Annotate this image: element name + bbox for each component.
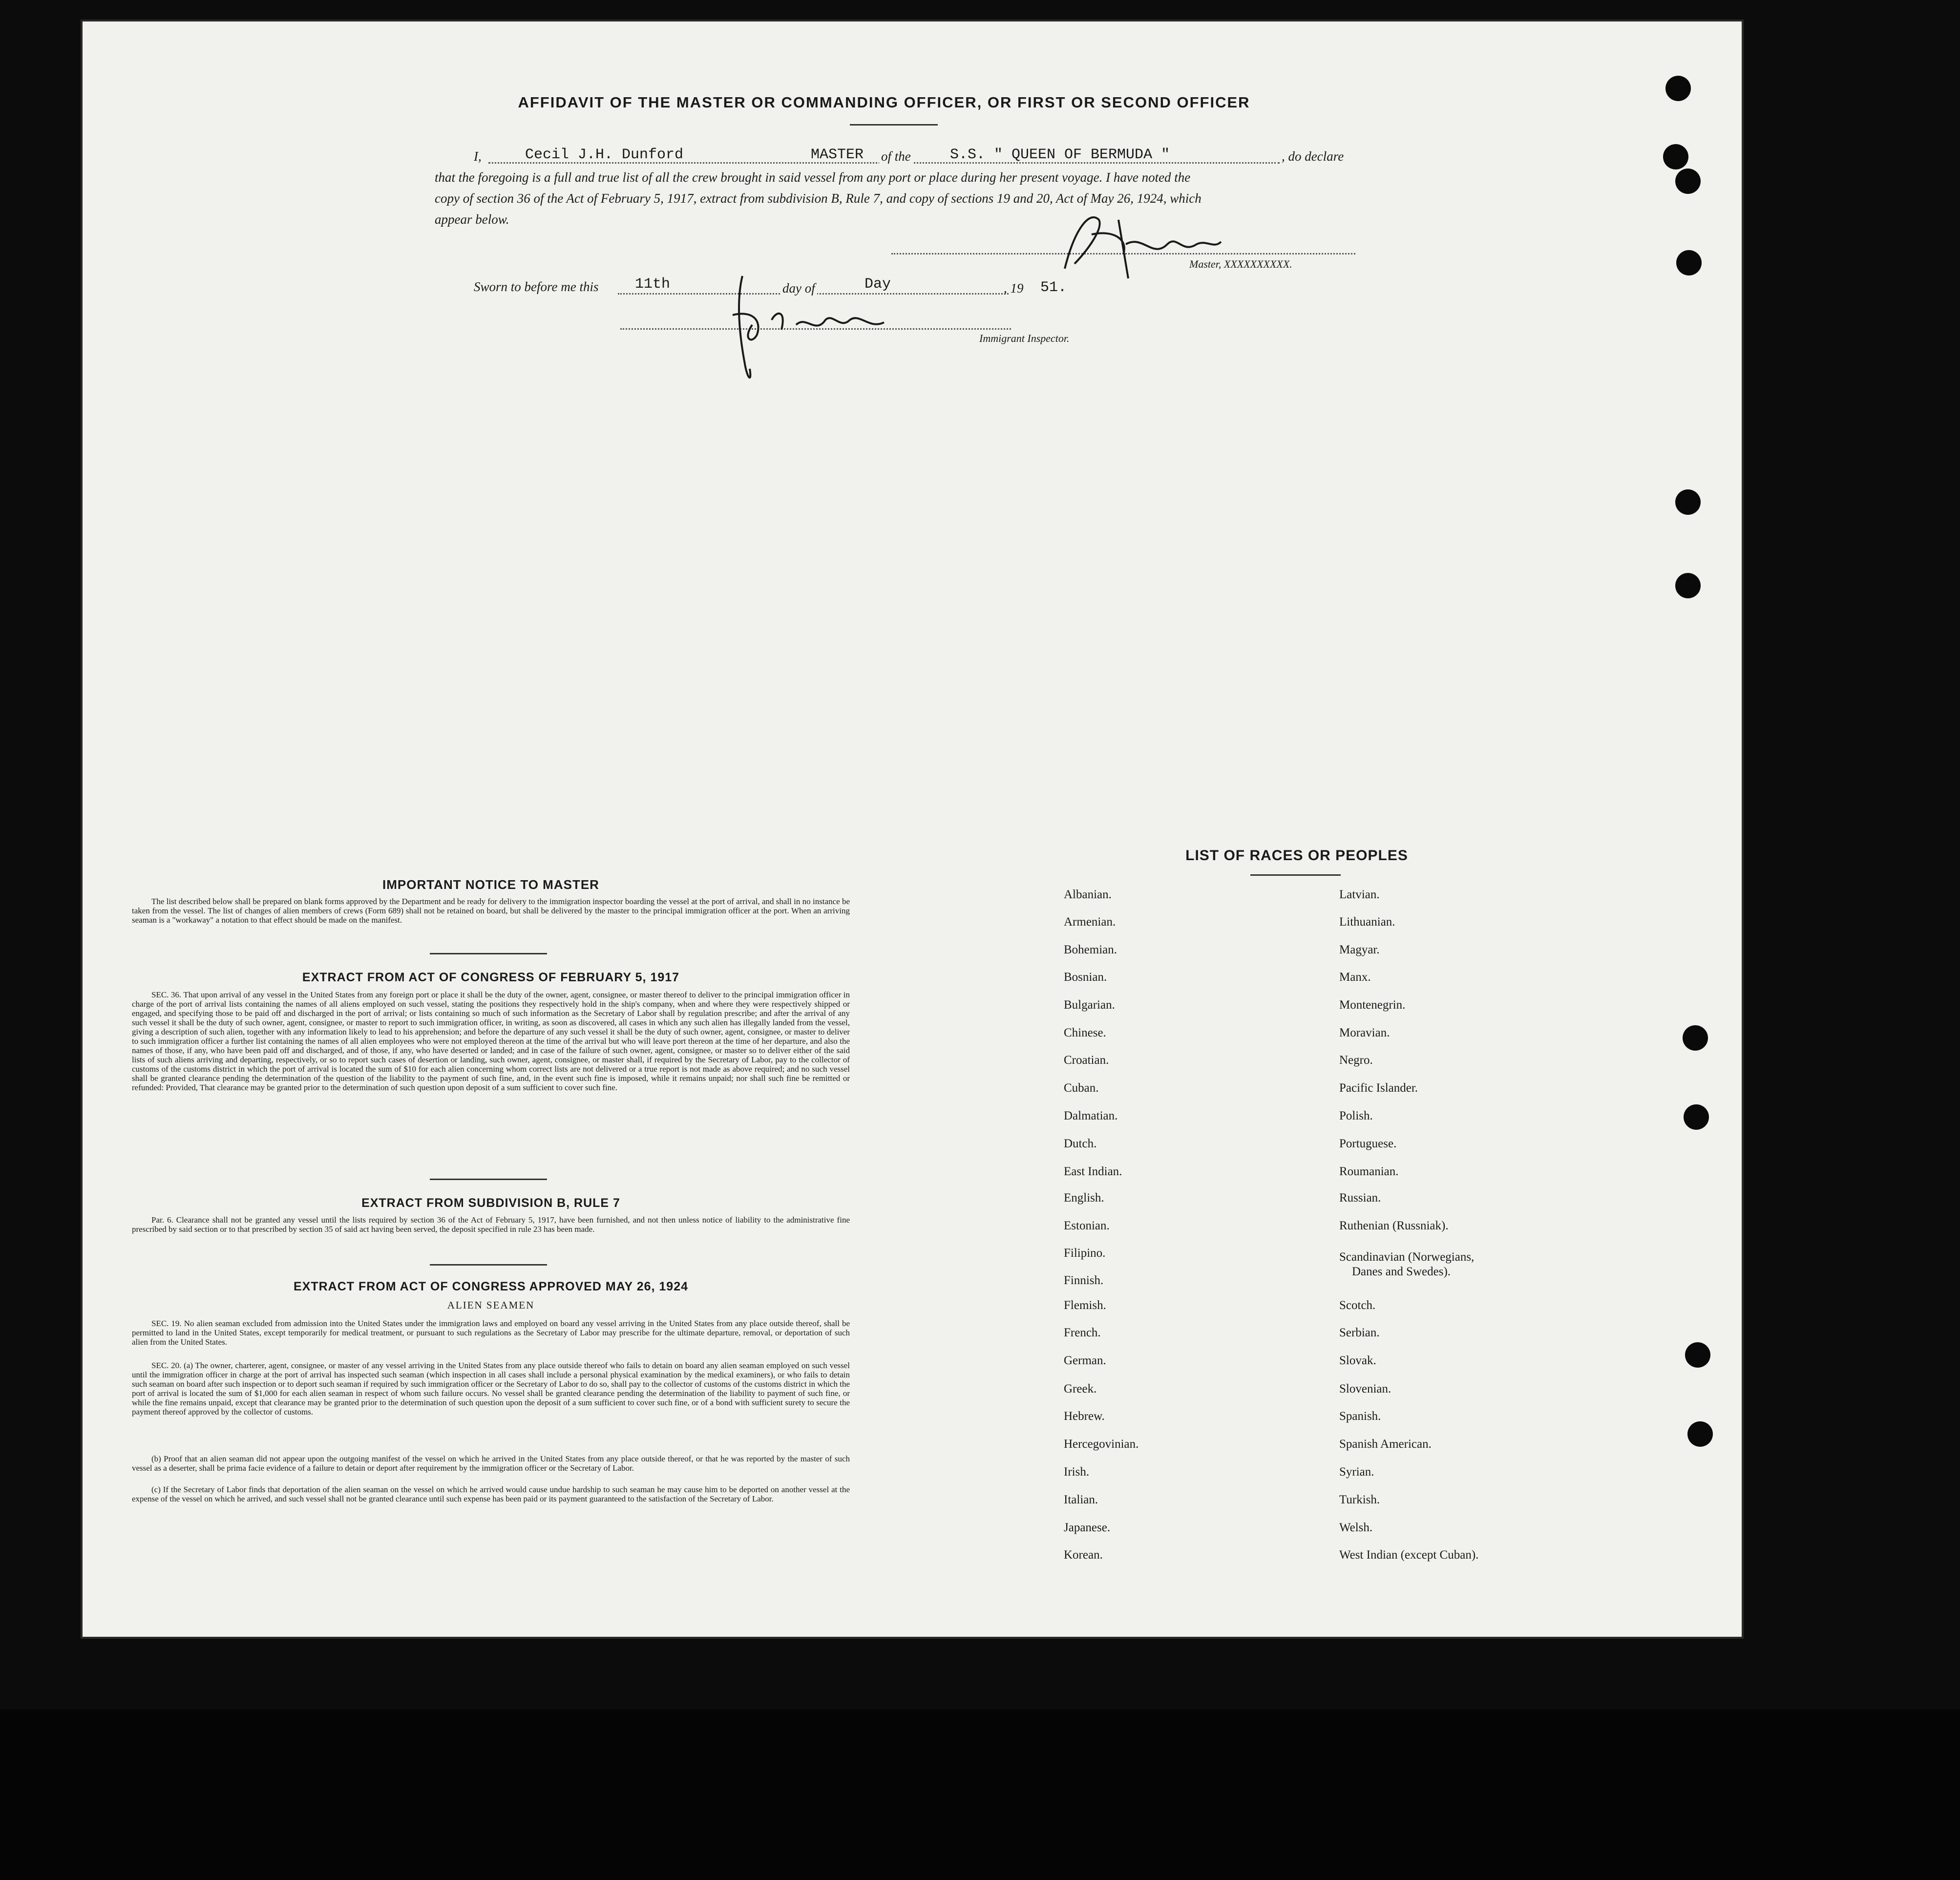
race-left: Hercegovinian. <box>1064 1437 1139 1451</box>
scan-border <box>0 1710 1960 1880</box>
race-left: Croatian. <box>1064 1054 1109 1067</box>
race-right: Russian. <box>1339 1191 1381 1204</box>
sworn-day: 11th <box>635 276 671 293</box>
race-left: Japanese. <box>1064 1521 1111 1534</box>
race-right: Polish. <box>1339 1109 1373 1122</box>
notice-title: IMPORTANT NOTICE TO MASTER <box>382 877 599 892</box>
extract-1924-title: EXTRACT FROM ACT OF CONGRESS APPROVED MAY 26, 1924 <box>293 1280 689 1293</box>
race-right: West Indian (except Cuban). <box>1339 1548 1479 1562</box>
punch-hole <box>1676 250 1702 275</box>
race-right: Spanish American. <box>1339 1437 1432 1451</box>
race-left: French. <box>1064 1326 1101 1339</box>
race-right: Lithuanian. <box>1339 915 1395 929</box>
master-signature <box>1045 200 1241 288</box>
affidavit-line-2: that the foregoing is a full and true list of all the crew brought in said vessel from any port or place during her present voyage. I have noted the <box>435 170 1191 185</box>
race-left: Bulgarian. <box>1064 998 1115 1012</box>
sworn-month: Day <box>864 276 891 293</box>
races-underline <box>1250 874 1341 876</box>
race-left: Dalmatian. <box>1064 1109 1118 1122</box>
do-declare-label: , do declare <box>1280 149 1344 164</box>
affidavit-line-4: appear below. <box>435 212 509 227</box>
alien-seamen-subtitle: ALIEN SEAMEN <box>447 1299 535 1311</box>
race-left: English. <box>1064 1191 1104 1204</box>
race-left: Italian. <box>1064 1493 1098 1506</box>
race-right: Manx. <box>1339 971 1371 984</box>
race-left: Flemish. <box>1064 1299 1106 1312</box>
race-left: Hebrew. <box>1064 1410 1105 1423</box>
race-left: Armenian. <box>1064 915 1116 929</box>
day-of-label: day of <box>780 281 817 296</box>
affidavit-title: AFFIDAVIT OF THE MASTER OR COMMANDING OFFICER, OR FIRST OR SECOND OFFICER <box>518 94 1250 111</box>
sec20a-body: SEC. 20. (a) The owner, charterer, agent, consignee, or master of any vessel arriving in the United States from any place outside thereof who fails to detain on board any alien seaman employed on such vessel until the immigration officer in charge at the port of arrival has inspected such seaman (which inspection in all cases shall include a personal physical examination by the medical examiners), or who fails to detain such seaman on board after such inspection or to deport such seaman if required by such immigration officer or the Secretary of Labor to do so, shall pay to the collector of customs of the customs district in which the port of arrival is located the sum of $1,000 for each alien seaman in respect of whom such failure occurs. No vessel shall be granted clearance pending the determination of the liability to payment of such fine, or while the fine remains unpaid, except that clearance may be granted prior to the determination of such question upon the deposit of a sum sufficient to cover such fine, or of a bond with sufficient surety to secure the payment thereof approved by the collector of customs. <box>132 1361 850 1416</box>
races-title: LIST OF RACES OR PEOPLES <box>1185 847 1408 864</box>
punch-hole <box>1687 1421 1713 1447</box>
divider <box>430 953 547 954</box>
race-right: Portuguese. <box>1339 1137 1397 1150</box>
notice-body: The list described below shall be prepared on blank forms approved by the Department and be ready for delivery to the immigration inspector boarding the vessel at the port of arrival, and shall in no instance be taken from the vessel. The list of changes of alien members of crews (Form 689) shall not be retained on board, but shall be delivered by the master to the principal immigration officer at the port. When an arriving seaman is a "workaway" a notation to that effect should be made on the manifest. <box>132 897 850 925</box>
rule7-title: EXTRACT FROM SUBDIVISION B, RULE 7 <box>361 1196 620 1210</box>
race-right: Scandinavian (Norwegians, <box>1339 1250 1475 1264</box>
race-right: Montenegrin. <box>1339 998 1406 1012</box>
sec20c-body: (c) If the Secretary of Labor finds that deportation of the alien seaman on the vessel on which he arrived would cause undue hardship to such seaman he may cause him to be deported on another vessel at the expense of the vessel on which he arrived, and such vessel shall not be granted clearance until such expense has been paid or its payment guaranteed to the satisfaction of the Secretary of Labor. <box>132 1485 850 1503</box>
punch-hole <box>1665 76 1691 101</box>
vessel-name: S.S. " QUEEN OF BERMUDA " <box>950 147 1170 163</box>
sec20b-body: (b) Proof that an alien seaman did not appear upon the outgoing manifest of the vessel on which he arrived in the United States from any place outside thereof, or that he was reported by the master of such vessel as a deserter, shall be prima facie evidence of a failure to detain or deport after requirement by the immigration officer or the Secretary of Labor. <box>132 1454 850 1473</box>
race-left: Chinese. <box>1064 1026 1106 1039</box>
race-left: Bohemian. <box>1064 943 1117 956</box>
year-prefix: , 19 <box>1004 281 1024 296</box>
race-right: Moravian. <box>1339 1026 1390 1039</box>
punch-hole <box>1683 1025 1708 1051</box>
sec19-body: SEC. 19. No alien seaman excluded from admission into the United States under the immigration laws and employed on board any vessel arriving in the United States from any place outside thereof, shall be permitted to land in the United States, except temporarily for medical treatment, or pursuant to such regulations as the Secretary of Labor may prescribe for the ultimate departure, removal, or deportation of such alien from the United States. <box>132 1319 850 1347</box>
race-left: Irish. <box>1064 1465 1090 1479</box>
race-right: Serbian. <box>1339 1326 1380 1339</box>
extract-1917-title: EXTRACT FROM ACT OF CONGRESS OF FEBRUARY 5, 1917 <box>302 971 680 984</box>
race-right: Welsh. <box>1339 1521 1373 1534</box>
punch-hole <box>1684 1104 1709 1130</box>
race-left: German. <box>1064 1354 1106 1367</box>
punch-hole <box>1675 169 1701 194</box>
race-right: Danes and Swedes). <box>1352 1265 1451 1278</box>
divider <box>430 1179 547 1180</box>
race-left: Albanian. <box>1064 888 1112 901</box>
race-left: Dutch. <box>1064 1137 1097 1150</box>
race-left: East Indian. <box>1064 1165 1122 1178</box>
race-right: Scotch. <box>1339 1299 1376 1312</box>
race-right: Slovenian. <box>1339 1382 1391 1395</box>
race-right: Pacific Islander. <box>1339 1081 1418 1095</box>
divider <box>430 1264 547 1266</box>
master-name: Cecil J.H. Dunford <box>525 147 684 163</box>
affidavit-i: I, <box>474 149 482 164</box>
race-left: Finnish. <box>1064 1274 1104 1287</box>
inspector-signature <box>723 266 908 393</box>
race-left: Greek. <box>1064 1382 1097 1395</box>
sworn-year: 51. <box>1040 279 1067 296</box>
race-right: Latvian. <box>1339 888 1380 901</box>
of-the-label: of the <box>879 149 913 164</box>
title-underline <box>850 124 938 126</box>
extract-1917-body: SEC. 36. That upon arrival of any vessel in the United States from any foreign port or place it shall be the duty of the owner, agent, consignee, or master thereof to deliver to the principal immigration officer in charge of the port of arrival lists containing the names of all aliens employed on such vessel, stating the positions they respectively hold in the ship's company, when and where they were respectively shipped or engaged, and specifying those to be paid off and discharged in the port of arrival; or lists containing so much of such information as the Secretary of Labor shall by regulation prescribe; and after the arrival of any such vessel it shall be the duty of such owner, agent, consignee, or master to report to such immigration officer, in writing, as soon as discovered, all cases in which any such alien has illegally landed from the vessel, giving a description of such alien, together with any information likely to lead to his apprehension; and before the departure of any such vessel it shall be the duty of such owner, agent, consignee, or master to deliver to such immigration officer a further list containing the names of all alien employees who were not employed thereon at the time of the arrival but who will leave port thereon at the time of her departure, and also the names of those, if any, who have been paid off and discharged, and of those, if any, who have deserted or landed; and in case of the failure of such owner, agent, consignee, or master so to deliver either of the said lists of such aliens arriving and departing, respectively, or so to report such cases of desertion or landing, such owner, agent, consignee, or master shall, if required by the Secretary of Labor, pay to the collector of customs of the customs district in which the port of arrival is located the sum of $10 for each alien concerning whom correct lists are not delivered or a true report is not made as above required; and no such vessel shall be granted clearance pending the determination of the question of the liability to the payment of such fine, and, in the event such fine is imposed, while it remains unpaid; nor shall such fine be remitted or refunded: Provided, That clearance may be granted prior to the determination of such question upon deposit of a sum sufficient to cover such fine. <box>132 990 850 1092</box>
punch-hole <box>1685 1342 1710 1368</box>
race-left: Cuban. <box>1064 1081 1099 1095</box>
master-caption: Master, XXXXXXXXXX. <box>1189 258 1292 270</box>
punch-hole <box>1663 144 1688 169</box>
race-right: Ruthenian (Russniak). <box>1339 1219 1449 1232</box>
race-right: Turkish. <box>1339 1493 1380 1506</box>
rule7-body: Par. 6. Clearance shall not be granted any vessel until the lists required by section 36 of the Act of February 5, 1917, have been furnished, and not then unless notice of liability to the administrative fine prescribed by said section or to that prescribed by section 35 of said act having been served, the deposit specified in rule 23 has been made. <box>132 1215 850 1234</box>
race-right: Syrian. <box>1339 1465 1374 1479</box>
master-rank: MASTER <box>811 147 864 163</box>
race-right: Negro. <box>1339 1054 1373 1067</box>
punch-hole <box>1675 489 1701 515</box>
affidavit-line-3: copy of section 36 of the Act of February 5, 1917, extract from subdivision B, Rule 7, and copy of sections 19 and 20, Act of May 26, 1924, which <box>435 191 1201 206</box>
punch-hole <box>1675 573 1701 598</box>
race-right: Magyar. <box>1339 943 1380 956</box>
inspector-caption: Immigrant Inspector. <box>979 332 1070 344</box>
sworn-label: Sworn to before me this <box>474 279 599 294</box>
race-right: Slovak. <box>1339 1354 1376 1367</box>
race-left: Filipino. <box>1064 1246 1106 1260</box>
race-left: Estonian. <box>1064 1219 1110 1232</box>
race-right: Spanish. <box>1339 1410 1381 1423</box>
race-left: Korean. <box>1064 1548 1103 1562</box>
race-right: Roumanian. <box>1339 1165 1399 1178</box>
race-left: Bosnian. <box>1064 971 1107 984</box>
